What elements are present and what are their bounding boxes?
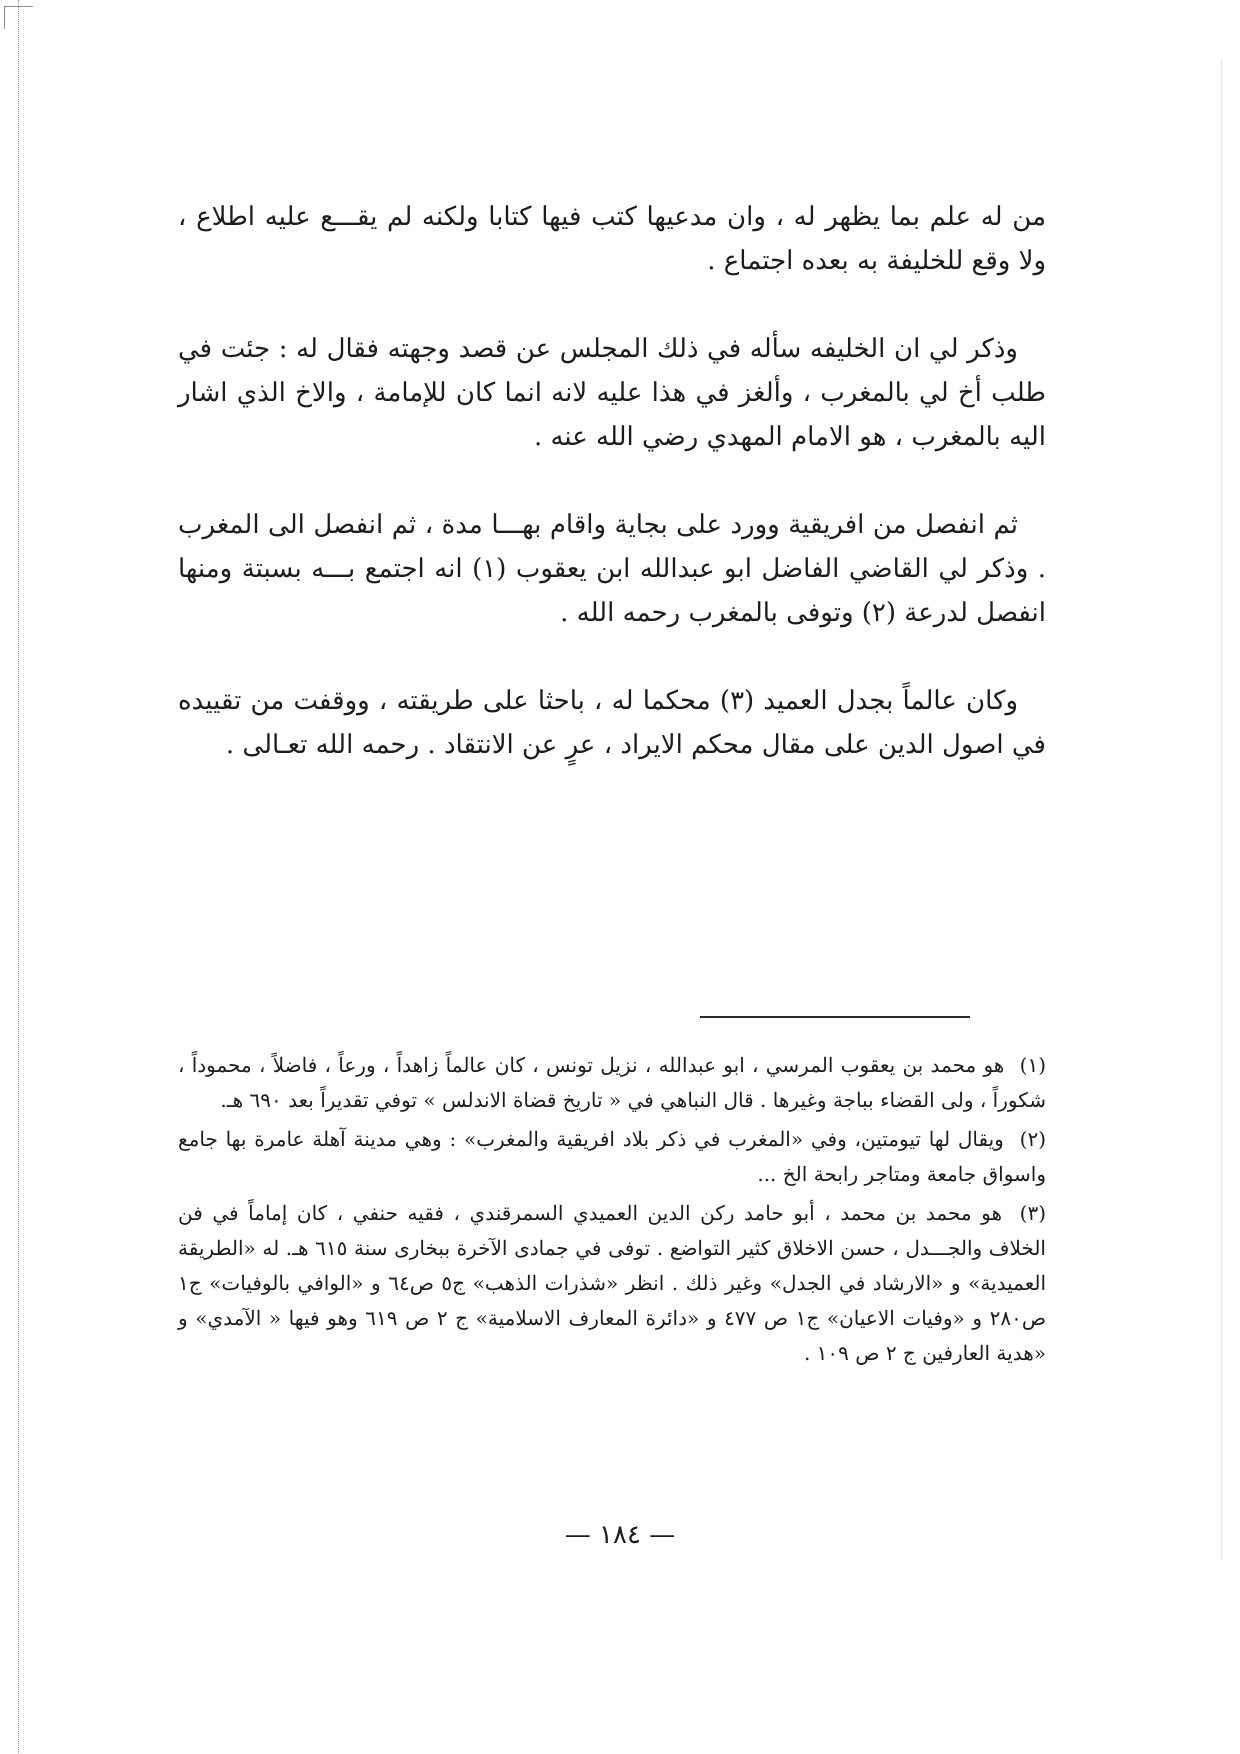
- footnote-3: [178, 1196, 1046, 1371]
- page-right-edge: [1221, 60, 1222, 1560]
- paragraph-3: ثم انفصل من افريقية وورد على بجاية واقام بهـــا مدة ، ثم انفصل الى المغرب . وذكر لي القاضي الفاضل ابو عبدالله ابن يعقوب (١) انه اجتمع بـــه بسبتة ومنها انفصل لدرعة (٢) وتوفى بالمغرب رحمه الله .: [178, 510, 1046, 628]
- scan-corner-mark: [4, 6, 33, 29]
- footnote-2: [178, 1122, 1046, 1192]
- main-text: [178, 195, 1046, 811]
- page-binding-edge: [18, 0, 19, 1754]
- footnotes: [178, 1048, 1046, 1375]
- footnote-1: [178, 1048, 1046, 1118]
- footnote-number: (١): [1019, 1053, 1047, 1077]
- paragraph-4: وكان عالماً بجدل العميد (٣) محكما له ، باحثا على طريقته ، ووقفت من تقييده في اصول الدين على مقال محكم الايراد ، عرٍ عن الانتقاد . رحمه الله تعـالى .: [178, 686, 1046, 760]
- footnote-text: ويقال لها تيومتين، وفي «المغرب في ذكر بلاد افريقية والمغرب» : وهي مدينة آهلة عامرة بها جامع واسواق جامعة ومتاجر رابحة الخ ...: [178, 1127, 1046, 1186]
- footnote-separator: [700, 1016, 970, 1018]
- footnote-number: (٣): [1019, 1201, 1046, 1225]
- page-number: — ١٨٤ —: [564, 1520, 676, 1550]
- paragraph-1: من له علم بما يظهر له ، وان مدعيها كتب فيها كتابا ولكنه لم يقـــع عليه اطلاع ، ولا وقع للخليفة به بعده اجتماع .: [178, 202, 1046, 276]
- footnote-text: هو محمد بن محمد ، أبو حامد ركن الدين العميدي السمرقندي ، فقيه حنفي ، كان إماماً في فن الخلاف والجـــدل ، حسن الاخلاق كثير التواضع . توفى في جمادى الآخرة ببخارى سنة ٦١٥ هـ. له «الطريقة العميدية» و «الارشاد في الجدل» وغير ذلك . انظر «شذرات الذهب» ج٥ ص٦٤ و «الوافي بالوفيات» ج١ ص٢٨٠ و «وفيات الاعيان» ج١ ص ٤٧٧ و «دائرة المعارف الاسلامية» ج ٢ ص ٦١٩ وهو فيها « الآمدي» و «هدية العارفين ج ٢ ص ١٠٩ .: [178, 1201, 1047, 1365]
- footnote-text: هو محمد بن يعقوب المرسي ، ابو عبدالله ، نزيل تونس ، كان عالماً زاهداً ، ورعاً ، فاضلاً ، محموداً ، شكوراً ، ولى القضاء بباجة وغيرها . قال النباهي في « تاريخ قضاة الاندلس » توفي تقديراً بعد ٦٩٠ هـ.: [178, 1053, 1046, 1112]
- footnote-number: (٢): [1019, 1127, 1046, 1151]
- paragraph-2: وذكر لي ان الخليفه سأله في ذلك المجلس عن قصد وجهته فقال له : جئت في طلب أخ لي بالمغرب ، وألغز في هذا عليه لانه انما كان للإمامة ، والاخ الذي اشار اليه بالمغرب ، هو الامام المهدي رضي الله عنه .: [178, 334, 1046, 452]
